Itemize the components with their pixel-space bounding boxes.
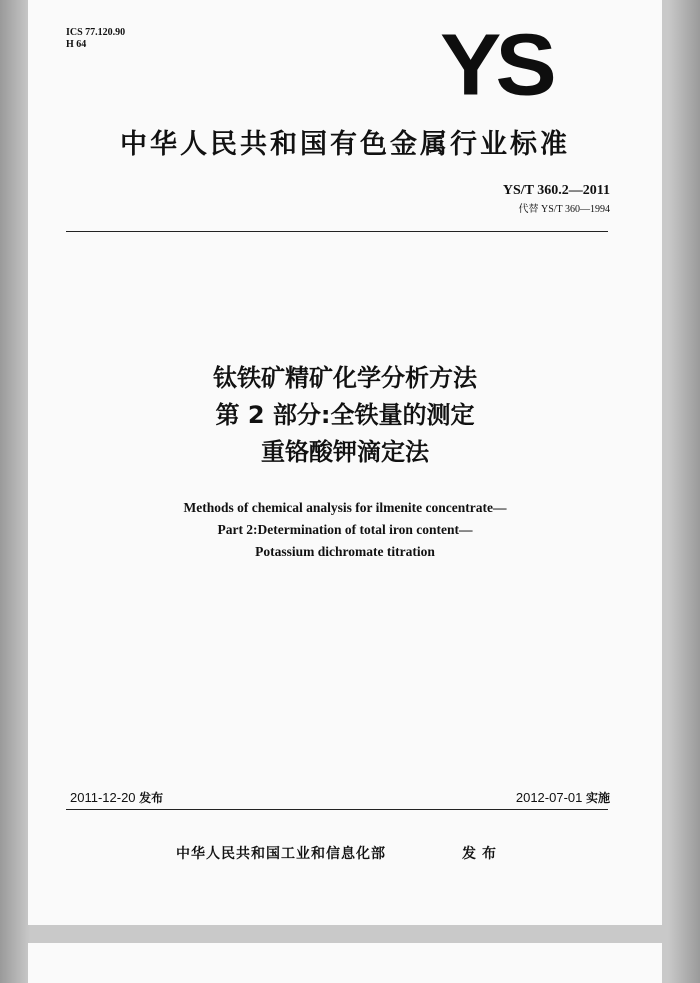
ics-code: ICS 77.120.90	[66, 27, 126, 38]
classification-codes	[66, 27, 125, 51]
english-title-line3: Potassium dichromate titration	[255, 544, 435, 559]
organization-title: 中华人民共和国有色金属行业标准	[120, 129, 570, 160]
effective-date-value: 2012-07-01	[515, 790, 583, 805]
effective-date	[516, 789, 610, 806]
chinese-title-line2: 第 2 部分:全铁量的测定	[215, 401, 475, 429]
header-divider	[66, 231, 608, 232]
chinese-title-line1: 钛铁矿精矿化学分析方法	[213, 364, 477, 392]
document-page	[28, 0, 662, 925]
issue-date-label: 发布	[139, 791, 164, 805]
standard-number: YS/T 360.2—2011	[502, 183, 610, 198]
ccs-code: H 64	[66, 39, 87, 50]
issuing-authority: 中华人民共和国工业和信息化部	[176, 846, 386, 862]
chinese-title	[28, 360, 662, 471]
issue-label: 发布	[462, 846, 502, 862]
issue-date-value: 2011-12-20	[70, 790, 136, 805]
effective-date-label: 实施	[585, 791, 610, 805]
footer-divider	[66, 809, 608, 810]
english-title-line1: Methods of chemical analysis for ilmenite concentrate—	[183, 500, 507, 515]
ys-logo: YS	[440, 16, 551, 114]
standard-number-block	[503, 183, 610, 215]
issue-date	[70, 789, 163, 806]
chinese-title-line3: 重铬酸钾滴定法	[261, 438, 429, 466]
english-title	[28, 497, 662, 563]
english-title-line2: Part 2:Determination of total iron content—	[217, 522, 473, 537]
next-page-edge	[28, 943, 662, 983]
replaces-standard: 代替 YS/T 360—1994	[518, 204, 610, 215]
